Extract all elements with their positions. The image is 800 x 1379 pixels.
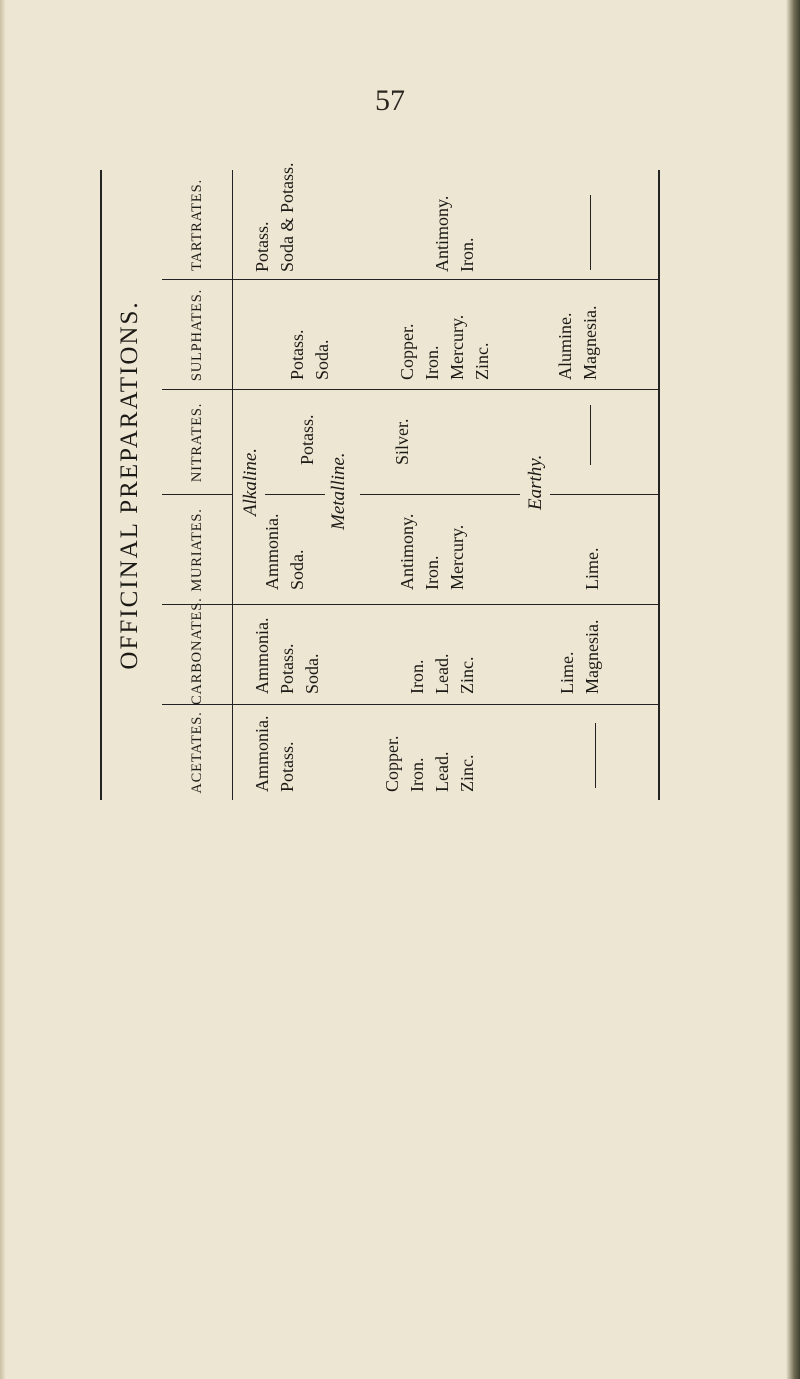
- empty-cell-dash: [590, 405, 591, 465]
- list-item: Soda.: [287, 549, 307, 590]
- sulphates-alkaline: [285, 329, 335, 380]
- group-label-earthy: Earthy.: [525, 454, 546, 510]
- table-title: OFFICINAL PREPARATIONS.: [116, 300, 143, 670]
- muriates-earthy: [580, 548, 605, 591]
- column-divider: [265, 494, 325, 495]
- column-divider: [162, 279, 660, 280]
- tartrates-metalline: [430, 196, 480, 272]
- column-divider: [162, 494, 232, 495]
- list-item: Magnesia.: [582, 619, 602, 694]
- list-item: Lead.: [432, 653, 452, 694]
- officinal-preparations-table: [100, 162, 660, 800]
- group-label-alkaline: Alkaline.: [240, 447, 261, 516]
- list-item: Ammonia.: [252, 617, 272, 694]
- list-item: Magnesia.: [580, 305, 600, 380]
- header-sulphates: SULPHATES.: [189, 288, 205, 382]
- list-item: Potass.: [277, 741, 297, 792]
- nitrates-alkaline: [295, 414, 320, 465]
- list-item: Potass.: [277, 643, 297, 694]
- list-item: Zinc.: [457, 754, 477, 792]
- empty-cell-dash: [595, 723, 596, 788]
- header-nitrates: NITRATES.: [189, 402, 205, 483]
- list-item: Iron.: [407, 757, 427, 792]
- list-item: Ammonia.: [252, 715, 272, 792]
- group-label-metalline: Metalline.: [328, 452, 349, 530]
- list-item: Antimony.: [397, 513, 417, 590]
- list-item: Iron.: [422, 555, 442, 590]
- tartrates-alkaline: [250, 162, 300, 272]
- list-item: Potass.: [287, 329, 307, 380]
- list-item: Lime.: [557, 651, 577, 694]
- list-item: Lead.: [432, 751, 452, 792]
- column-divider: [550, 494, 660, 495]
- empty-cell-dash: [590, 195, 591, 270]
- table-header-row: [162, 170, 233, 800]
- list-item: Soda.: [302, 653, 322, 694]
- nitrates-metalline: [390, 418, 415, 465]
- list-item: Copper.: [382, 735, 402, 792]
- list-item: Iron.: [407, 659, 427, 694]
- list-item: Iron.: [422, 345, 442, 380]
- list-item: Potass.: [297, 414, 317, 465]
- header-acetates: ACETATES.: [189, 711, 205, 794]
- list-item: Zinc.: [472, 342, 492, 380]
- header-muriates: MURIATES.: [189, 508, 205, 592]
- list-item: Mercury.: [447, 314, 467, 380]
- list-item: Lime.: [582, 547, 602, 590]
- column-divider: [162, 389, 660, 390]
- list-item: Silver.: [392, 418, 412, 465]
- column-divider: [162, 604, 660, 605]
- page-number: 57: [375, 84, 405, 117]
- list-item: Mercury.: [447, 524, 467, 590]
- list-item: Alumine.: [555, 312, 575, 380]
- muriates-alkaline: [260, 514, 310, 591]
- sulphates-earthy: [553, 306, 603, 380]
- list-item: Zinc.: [457, 656, 477, 694]
- list-item: Copper.: [397, 323, 417, 380]
- acetates-metalline: [380, 736, 480, 793]
- column-divider: [162, 704, 660, 705]
- page-left-edge: [0, 0, 6, 1379]
- sulphates-metalline: [395, 315, 495, 380]
- carbonates-alkaline: [250, 618, 325, 695]
- carbonates-earthy: [555, 620, 605, 694]
- list-item: Ammonia.: [262, 513, 282, 590]
- column-divider: [360, 494, 520, 495]
- list-item: Iron.: [457, 237, 477, 272]
- header-carbonates: CARBONATES.: [189, 597, 205, 705]
- list-item: Soda & Potass.: [277, 162, 297, 272]
- list-item: Antimony.: [432, 195, 452, 272]
- page-right-edge: [786, 0, 800, 1379]
- header-tartrates: TARTRATES.: [189, 179, 205, 271]
- list-item: Soda.: [312, 339, 332, 380]
- acetates-alkaline: [250, 716, 300, 793]
- list-item: Potass.: [252, 221, 272, 272]
- muriates-metalline: [395, 514, 470, 590]
- carbonates-metalline: [405, 654, 480, 694]
